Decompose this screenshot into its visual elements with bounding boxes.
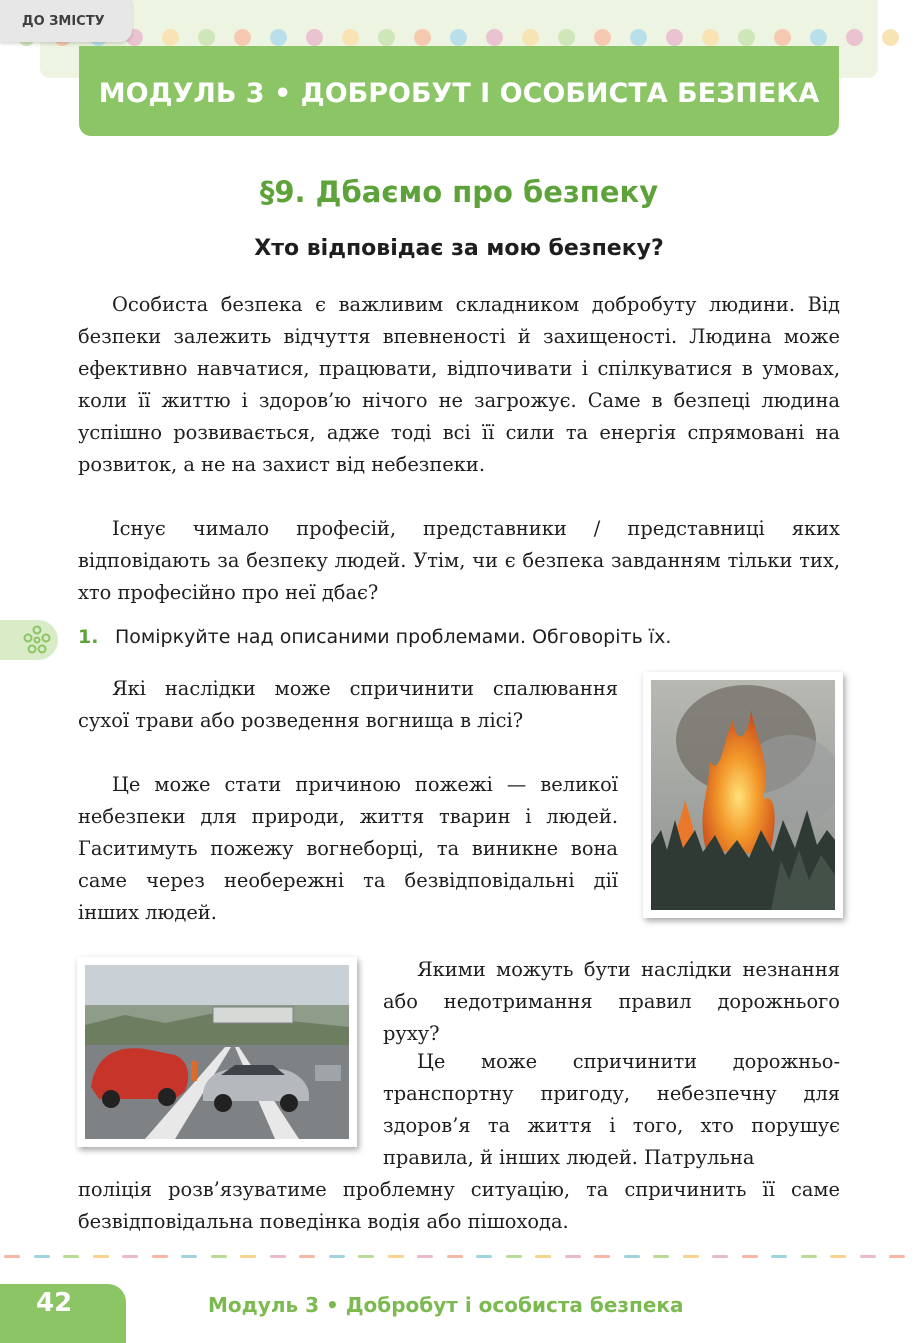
footer-dash (476, 1255, 492, 1258)
section-title: §9. Дбаємо про безпеку (259, 175, 659, 209)
module-banner (79, 46, 839, 136)
section-subtitle: Хто відповідає за мою безпеку? (254, 236, 664, 261)
task-number: 1. (78, 626, 99, 648)
road-answer-part2: поліція розв’язуватиме проблемну ситуацію, та спричинить її саме безвідповідальна поведінка водія або пішохода. (78, 1178, 840, 1233)
footer-dash (742, 1255, 758, 1258)
footer-dash (4, 1255, 20, 1258)
decorative-dot (810, 29, 827, 46)
decorative-dot (414, 29, 431, 46)
footer-dash (152, 1255, 168, 1258)
professions-paragraph: Існує чимало професій, представники / представниці яких відповідають за безпеку людей. Утім, чи є безпека завданням тільки тих, хто професійно про неї дбає? (78, 517, 840, 604)
decorative-dot (666, 29, 683, 46)
fire-question: Які наслідки може спричинити спалювання сухої трави або розведення вогнища в лісі? (78, 677, 618, 732)
footer-dash (299, 1255, 315, 1258)
decorative-dot (486, 29, 503, 46)
fire-answer: Це може стати причиною пожежі — великої небезпеки для природи, життя тварин і людей. Гаситимуть пожежу вогнеборці, та виникне вона саме через необережні та безвідповідальні дії інших людей. (78, 773, 618, 924)
group-discussion-icon (0, 620, 58, 660)
road-answer-part1: Це може спричинити дорожньо-транспортну пригоду, небезпечну для здоров’я та життя і того, хто порушує правила, й інших людей. Патрульна (383, 1050, 840, 1169)
footer-dash (329, 1255, 345, 1258)
footer-dash (63, 1255, 79, 1258)
decorative-dot (450, 29, 467, 46)
decorative-dot (378, 29, 395, 46)
decorative-dot (270, 29, 287, 46)
footer-dash (270, 1255, 286, 1258)
decorative-dot (234, 29, 251, 46)
footer-dash (211, 1255, 227, 1258)
decorative-dot (198, 29, 215, 46)
footer-dash (122, 1255, 138, 1258)
footer-dash (447, 1255, 463, 1258)
footer-dash (181, 1255, 197, 1258)
decorative-dot (738, 29, 755, 46)
footer-dash (388, 1255, 404, 1258)
footer-dash (535, 1255, 551, 1258)
footer-dash (565, 1255, 581, 1258)
module-banner-title: МОДУЛЬ 3 • ДОБРОБУТ І ОСОБИСТА БЕЗПЕКА (98, 77, 820, 109)
decorative-dot (882, 29, 899, 46)
footer-dash (712, 1255, 728, 1258)
footer-dash (506, 1255, 522, 1258)
footer-dash (801, 1255, 817, 1258)
decorative-dot (342, 29, 359, 46)
footer-dash (830, 1255, 846, 1258)
footer-module-title: Модуль 3 • Добробут і особиста безпека (208, 1293, 684, 1317)
intro-paragraph: Особиста безпека є важливим складником добробуту людини. Від безпеки залежить відчуття впевненості й захищеності. Людина може ефективно навчатися, працювати, відпочивати і спілкуватися в умовах, коли її життю і здоров’ю нічого не загрожує. Саме в безпеці людина успішно розвивається, адже тоді всі її сили та енергія спрямовані на розвиток, а не на захист від небезпеки. (78, 293, 840, 476)
footer-dash (358, 1255, 374, 1258)
footer-dash (34, 1255, 50, 1258)
decorative-dot (522, 29, 539, 46)
footer-dash (860, 1255, 876, 1258)
footer-dash (240, 1255, 256, 1258)
decorative-dot (702, 29, 719, 46)
footer-dash (771, 1255, 787, 1258)
footer-dash (417, 1255, 433, 1258)
decorative-dot (306, 29, 323, 46)
footer-dash (624, 1255, 640, 1258)
car-accident-photo (77, 957, 357, 1147)
decorative-dot (594, 29, 611, 46)
footer-dash (653, 1255, 669, 1258)
footer-dashed-line (0, 1255, 918, 1259)
footer-dash (93, 1255, 109, 1258)
decorative-dot (846, 29, 863, 46)
task-text: Поміркуйте над описаними проблемами. Обговоріть їх. (115, 626, 672, 648)
footer-dash (683, 1255, 699, 1258)
decorative-dot (774, 29, 791, 46)
decorative-dot (162, 29, 179, 46)
toc-link[interactable]: ДО ЗМІСТУ (0, 0, 132, 42)
road-question: Якими можуть бути наслідки незнання або недотримання правил дорожнього руху? (383, 958, 840, 1045)
forest-fire-photo (643, 672, 843, 918)
decorative-dot (630, 29, 647, 46)
page-number: 42 (36, 1288, 73, 1318)
footer-dash (889, 1255, 905, 1258)
footer-dash (594, 1255, 610, 1258)
decorative-dot (558, 29, 575, 46)
